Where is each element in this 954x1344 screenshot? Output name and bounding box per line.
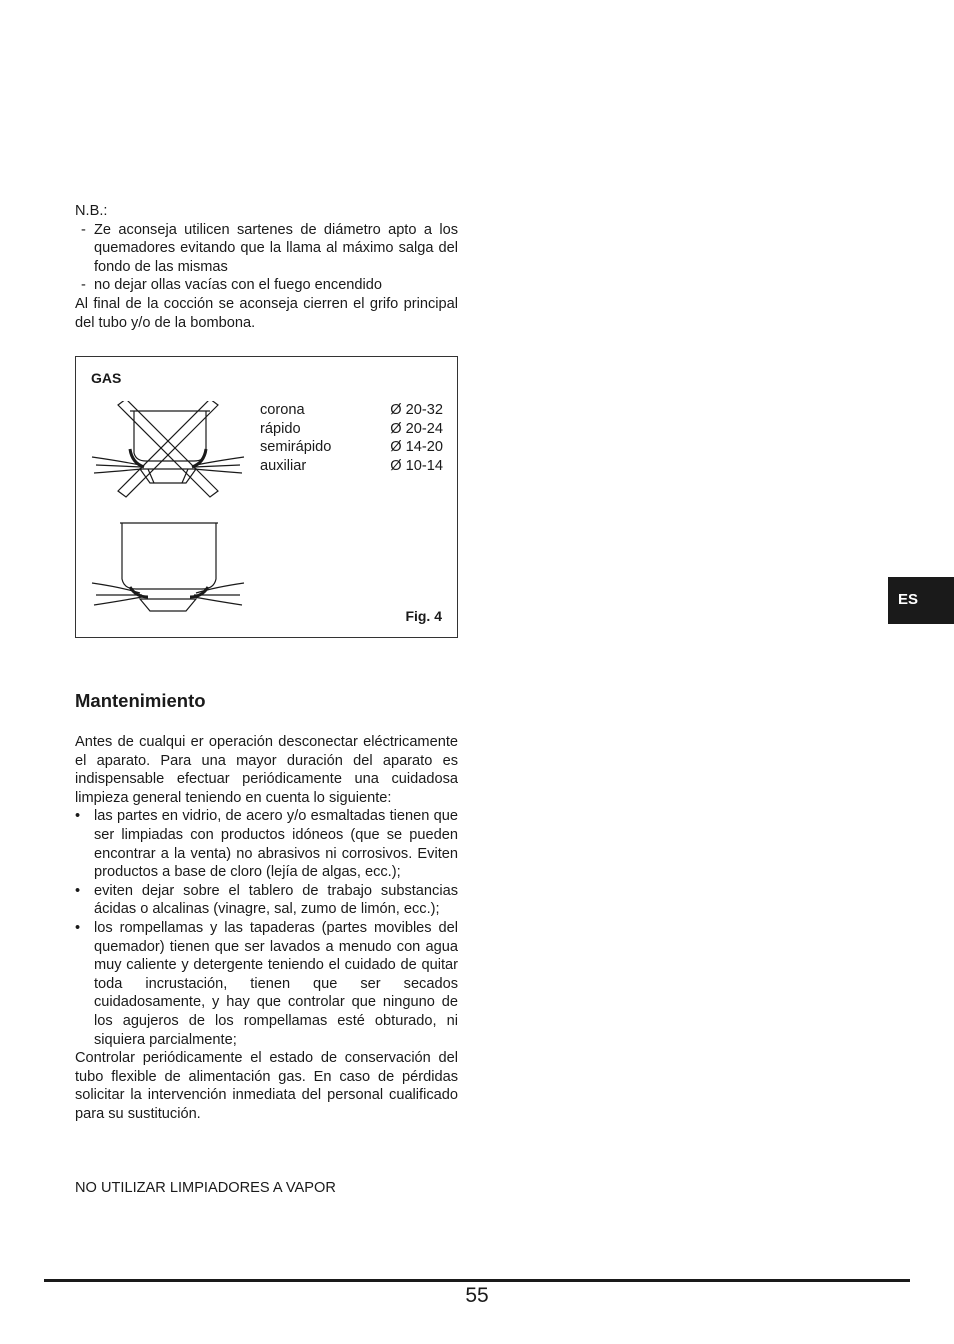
figure-caption: Fig. 4: [405, 608, 442, 625]
maintenance-bullet-text: las partes en vidrio, de acero y/o esmaltadas tienen que ser limpiadas con productos idóneos (que se pueden encontrar a la venta) no abrasivos ni corrosivos. Eviten productos a base de cloro (lejía de algas, ecc.);: [94, 808, 458, 881]
maintenance-bullet: [75, 919, 458, 1049]
burner-name: rápido: [260, 420, 301, 437]
maintenance-section: [75, 733, 458, 1123]
dash-marker: -: [81, 221, 86, 238]
legend-row: [260, 420, 443, 439]
page-number: 55: [465, 1284, 489, 1307]
maintenance-bullet-text: los rompellamas y las tapaderas (partes movibles del quemador) tienen que ser lavados a menudo con agua muy caliente y detergente teniendo el cuidado de quitar toda incrustación, tienen que ser secados cuidadosamente, y hay que controlar que ninguno de los agujeros de los rompellamas esté obturado, ni siquiera parcialmente;: [94, 919, 458, 1048]
maintenance-bullet-text: eviten dejar sobre el tablero de trabajo substancias ácidas o alcalinas (vinagre, sal, zumo de limón, ecc.);: [94, 882, 458, 918]
nb-label: N.B.:: [75, 203, 108, 219]
nb-closing: Al final de la cocción se aconseja cierren el grifo principal del tubo y/o de la bombona.: [75, 295, 458, 331]
figure-box: [75, 356, 458, 638]
nb-item: [75, 221, 458, 277]
nb-item: [75, 276, 458, 295]
language-tab: ES: [888, 577, 954, 624]
maintenance-intro: Antes de cualqui er operación desconectar eléctricamente el aparato. Para una mayor duración del aparato es indispensable efectuar periódicamente una cuidadosa limpieza general teniendo en cuenta lo siguiente:: [75, 734, 458, 806]
nb-section: [75, 202, 458, 332]
bullet-marker: •: [75, 919, 81, 936]
figure-title: GAS: [91, 370, 122, 386]
pan-correct-diagram: [90, 517, 246, 613]
burner-diameter: Ø 20-32: [390, 402, 443, 418]
nb-item-text: no dejar ollas vacías con el fuego encendido: [94, 277, 383, 294]
legend-row: [260, 401, 443, 420]
nb-item-text: Ze aconseja utilicen sartenes de diámetro apto a los quemadores evitando que la llama al máximo salga del fondo de las mismas: [94, 221, 458, 275]
maintenance-closing: Controlar periódicamente el estado de conservación del tubo flexible de alimentación gas. En caso de pérdidas solicitar la intervención inmediata del personal cualificado para su sustitución.: [75, 1050, 458, 1122]
maintenance-bullet: [75, 807, 458, 881]
burner-name: corona: [260, 402, 305, 418]
burner-diameter: Ø 10-14: [390, 457, 443, 474]
steam-cleaner-warning: NO UTILIZAR LIMPIADORES A VAPOR: [75, 1180, 336, 1196]
pan-too-small-diagram: [90, 401, 246, 501]
legend-row: [260, 457, 443, 476]
bullet-marker: •: [75, 882, 81, 899]
dash-marker: -: [81, 277, 86, 294]
section-heading: Mantenimiento: [75, 690, 206, 711]
burner-name: semirápido: [260, 439, 332, 456]
legend-row: [260, 438, 443, 457]
footer-divider: [44, 1279, 910, 1282]
burner-name: auxiliar: [260, 457, 307, 474]
burner-diameter-legend: [260, 401, 443, 475]
burner-diameter: Ø 14-20: [390, 439, 443, 456]
burner-diameter: Ø 20-24: [390, 420, 443, 437]
bullet-marker: •: [75, 808, 81, 825]
maintenance-bullet: [75, 882, 458, 919]
